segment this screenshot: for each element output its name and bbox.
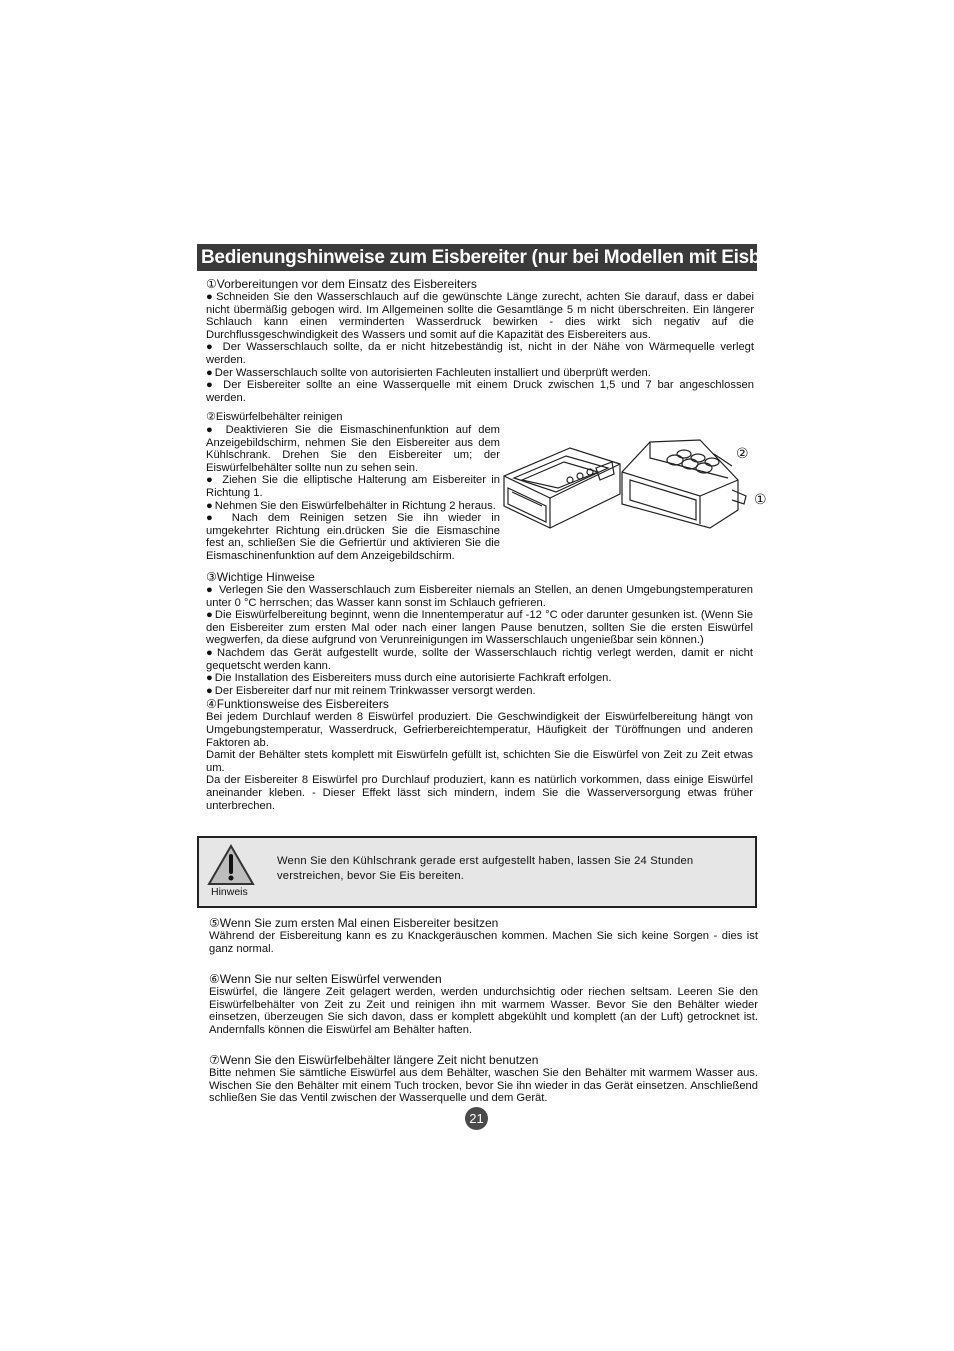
paragraph: ● Ziehen Sie die elliptische Halterung am Eisbereiter in Richtung 1. bbox=[206, 474, 500, 499]
paragraph: ● Nehmen Sie den Eiswürfelbehälter in Richtung 2 heraus. bbox=[206, 500, 500, 513]
paragraph: Während der Eisbereitung kann es zu Knackgeräuschen kommen. Machen Sie sich keine Sorgen - dies ist ganz normal. bbox=[209, 930, 758, 955]
section-preparation bbox=[206, 277, 754, 404]
ice-maker-illustration bbox=[500, 432, 770, 542]
warning-icon bbox=[207, 844, 255, 886]
page-title: Bedienungshinweise zum Eisbereiter (nur bei Modellen mit Eisbereiter) bbox=[197, 244, 757, 271]
paragraph: Bitte nehmen Sie sämtliche Eiswürfel aus dem Behälter, waschen Sie den Behälter mit warmem Wasser aus. Wischen Sie den Behälter mit einem Tuch trocken, bevor Sie ihn wieder in das Gerät einsetzen. Anschließend schließen Sie das Ventil zwischen der Wasserquelle und dem Gerät. bbox=[209, 1067, 758, 1105]
paragraph: ● Der Eisbereiter sollte an eine Wasserquelle mit einem Druck zwischen 1,5 und 7 bar angeschlossen werden. bbox=[206, 379, 754, 404]
paragraph: ● Schneiden Sie den Wasserschlauch auf die gewünschte Länge zurecht, achten Sie darauf, dass er dabei nicht übermäßig gebogen wird. Im Allgemeinen sollte die Gesamtlänge 5 m nicht überschreiten. Ein längerer Schlauch kann einen verminderten Wasserdruck bewirken - dies wirkt sich negativ auf die Durchflussgeschwindigkeit des Wassers und somit auf die Kapazität des Eisbereiters aus. bbox=[206, 291, 754, 341]
section-heading: ⑥Wenn Sie nur selten Eiswürfel verwenden bbox=[209, 972, 442, 986]
paragraph: ● Der Wasserschlauch sollte, da er nicht hitzebeständig ist, nicht in der Nähe von Wärmequelle verlegt werden. bbox=[206, 341, 754, 366]
note-text: Wenn Sie den Kühlschrank gerade erst aufgestellt haben, lassen Sie 24 Stunden verstreichen, bevor Sie Eis bereiten. bbox=[277, 855, 694, 882]
section-long-nonuse bbox=[209, 1053, 758, 1105]
paragraph: ● Nach dem Reinigen setzen Sie ihn wieder in umgekehrter Richtung ein.drücken Sie die Eismaschine fest an, schließen Sie die Gefriertür und aktivieren Sie die Eismaschinenfunktion auf dem Anzeigebildschirm. bbox=[206, 512, 500, 562]
note-box bbox=[197, 836, 757, 908]
section-important-notes bbox=[206, 570, 753, 812]
section-heading: ③Wichtige Hinweise bbox=[206, 570, 315, 584]
section-heading: ⑤Wenn Sie zum ersten Mal einen Eisbereiter besitzen bbox=[209, 916, 499, 930]
section-heading: ④Funktionsweise des Eisbereiters bbox=[206, 697, 389, 712]
section-heading: ②Eiswürfelbehälter reinigen bbox=[206, 411, 343, 423]
note-label: Hinweis bbox=[211, 886, 248, 898]
paragraph: ● Deaktivieren Sie die Eismaschinenfunktion auf dem Anzeigebildschirm, nehmen Sie den Eisbereiter aus dem Kühlschrank. Drehen Sie den Eisbereiter um; der Eiswürfelbehälter sollte nun zu sehen sein. bbox=[206, 424, 500, 474]
figure-label-1: ① bbox=[754, 492, 767, 508]
section-cleaning bbox=[206, 411, 500, 563]
paragraph: ● Nachdem das Gerät aufgestellt wurde, sollte der Wasserschlauch richtig verlegt werden, damit er nicht gequetscht werden kann. bbox=[206, 647, 753, 672]
page-number: 21 bbox=[465, 1107, 488, 1130]
section-rare-use bbox=[209, 972, 758, 1036]
paragraph: ● Der Wasserschlauch sollte von autorisierten Fachleuten installiert und überprüft werden. bbox=[206, 367, 754, 380]
paragraph: Bei jedem Durchlauf werden 8 Eiswürfel produziert. Die Geschwindigkeit der Eiswürfelbereitung hängt von Umgebungstemperatur, Wasserdruck, Gefrierbereichtemperatur, Häufigkeit der Türöffnungen und anderen Faktoren ab. bbox=[206, 711, 753, 749]
paragraph: ● Verlegen Sie den Wasserschlauch zum Eisbereiter niemals an Stellen, an denen Umgebungstemperaturen unter 0 °C herrschen; das Wasser kann sonst im Schlauch gefrieren. bbox=[206, 584, 753, 609]
paragraph: ● Die Eiswürfelbereitung beginnt, wenn die Innentemperatur auf -12 °C oder darunter gesunken ist. (Wenn Sie den Eisbereiter zum ersten Mal oder nach einer langen Pause benutzen, sollten Sie die ersten Eiswürfel wegwerfen, da diese aufgrund von Verunreinigungen im Wasserschlauch ungenießbar sein können.) bbox=[206, 609, 753, 647]
paragraph: ● Der Eisbereiter darf nur mit reinem Trinkwasser versorgt werden. bbox=[206, 685, 753, 698]
paragraph: ● Die Installation des Eisbereiters muss durch eine autorisierte Fachkraft erfolgen. bbox=[206, 672, 753, 685]
paragraph: Damit der Behälter stets komplett mit Eiswürfeln gefüllt ist, schichten Sie die Eiswürfel von Zeit zu Zeit etwas um. bbox=[206, 749, 753, 774]
figure-label-2: ② bbox=[736, 446, 749, 462]
paragraph: Da der Eisbereiter 8 Eiswürfel pro Durchlauf produziert, kann es natürlich vorkommen, dass einige Eiswürfel aneinander kleben. - Dieser Effekt lässt sich mindern, indem Sie die Wasserversorgung etwas früher unterbrechen. bbox=[206, 774, 753, 812]
section-heading: ⑦Wenn Sie den Eiswürfelbehälter längere Zeit nicht benutzen bbox=[209, 1053, 539, 1067]
section-first-use bbox=[209, 916, 758, 955]
paragraph: Eiswürfel, die längere Zeit gelagert werden, werden undurchsichtig oder riechen seltsam. Leeren Sie den Eiswürfelbehälter von Zeit zu Zeit und reinigen ihn mit warmem Wasser. Bevor Sie den Behälter wieder einsetzen, überzeugen Sie sich davon, dass er komplett abgekühlt und komplett (an der Luft) getrocknet ist. Andernfalls können die Eiswürfel am Behälter haften. bbox=[209, 986, 758, 1036]
section-heading: ①Vorbereitungen vor dem Einsatz des Eisbereiters bbox=[206, 277, 477, 291]
